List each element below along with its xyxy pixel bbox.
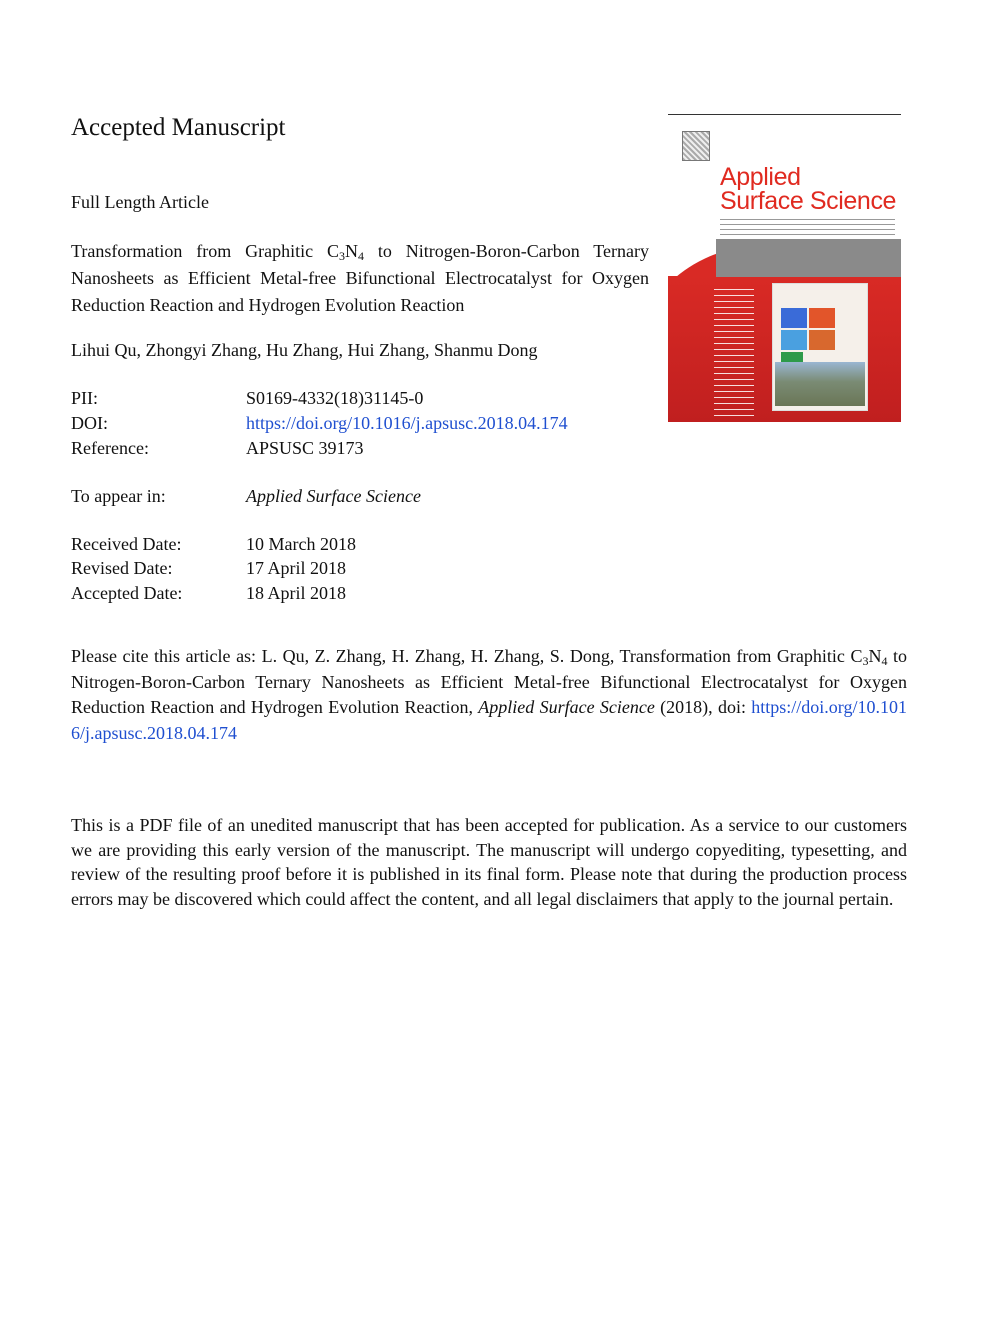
cover-journal-title	[720, 165, 896, 213]
doi-link[interactable]: https://doi.org/10.1016/j.apsusc.2018.04.174	[246, 413, 568, 433]
cover-grey-band	[716, 239, 901, 277]
citation-sub-1: 3	[862, 654, 869, 668]
manuscript-notice: This is a PDF file of an unedited manuscript that has been accepted for publication. As a service to our customers we are providing this early version of the manuscript. The manuscript will undergo copyediting, typesetting, and review of the resulting proof before it is published in its final form. Please note that during the production process errors may be discovered which could affect the content, and all legal disclaimers that apply to the journal pertain.	[71, 815, 907, 909]
article-title	[71, 238, 649, 319]
cover-top-rule	[668, 114, 901, 115]
revised-date: 17 April 2018	[246, 558, 347, 578]
manuscript-header: Accepted Manuscript	[71, 114, 286, 141]
cover-figure-1	[781, 308, 807, 328]
journal-cover[interactable]	[668, 121, 901, 422]
pii-value: S0169-4332(18)31145-0	[246, 388, 424, 408]
citation-text-4: (2018), doi:	[654, 697, 752, 717]
appear-journal: Applied Surface Science	[246, 486, 421, 506]
citation-sub-2: 4	[881, 654, 888, 668]
received-date: 10 March 2018	[246, 534, 356, 554]
cover-editor-list	[714, 289, 754, 417]
citation-doi-link[interactable]: https://doi.org/10.1016/j.apsusc.2018.04.174	[71, 697, 907, 743]
cover-figure-2	[809, 308, 835, 328]
cover-title-line-2: Surface Science	[720, 187, 897, 215]
author-list: Lihui Qu, Zhongyi Zhang, Hu Zhang, Hui Zhang, Shanmu Dong	[71, 340, 538, 360]
appear-label: To appear in:	[71, 486, 166, 506]
reference-value: APSUSC 39173	[246, 438, 364, 458]
pii-label: PII:	[71, 388, 98, 408]
title-text-2: N	[344, 241, 358, 261]
title-text-1: Transformation from Graphitic C	[71, 241, 339, 261]
cover-subtitle-lines	[720, 219, 895, 239]
cover-title-line-1: Applied	[720, 163, 801, 191]
cover-figure-3	[781, 330, 807, 350]
cover-figure-5	[781, 352, 803, 362]
title-sub-1: 3	[338, 249, 345, 263]
cover-figure-4	[809, 330, 835, 350]
cover-image-panel	[772, 283, 868, 411]
received-label: Received Date:	[71, 534, 182, 554]
revised-label: Revised Date:	[71, 558, 173, 578]
doi-label: DOI:	[71, 413, 108, 433]
citation-journal: Applied Surface Science	[478, 697, 655, 717]
citation-text-1: Please cite this article as: L. Qu, Z. Zhang, H. Zhang, H. Zhang, S. Dong, Transformation from Graphitic C	[71, 646, 863, 666]
elsevier-tree-icon	[682, 131, 710, 161]
title-sub-2: 4	[357, 249, 364, 263]
citation-text-2: N	[868, 646, 882, 666]
title-text-3: to Nitrogen-Boron-Carbon Ternary Nanosheets as Efficient Metal-free Bifunctional Electrocatalyst for Oxygen Reduction Reaction and Hydrogen Evolution Reaction	[71, 241, 649, 315]
accepted-date: 18 April 2018	[246, 583, 347, 603]
article-type: Full Length Article	[71, 192, 209, 212]
accepted-label: Accepted Date:	[71, 583, 183, 603]
citation-paragraph	[71, 644, 907, 746]
cover-landscape-photo	[775, 362, 865, 406]
reference-label: Reference:	[71, 438, 149, 458]
citation-text-3: to Nitrogen-Boron-Carbon Ternary Nanosheets as Efficient Metal-free Bifunctional Electrocatalyst for Oxygen Reduction Reaction and Hydrogen Evolution Reaction,	[71, 646, 907, 717]
